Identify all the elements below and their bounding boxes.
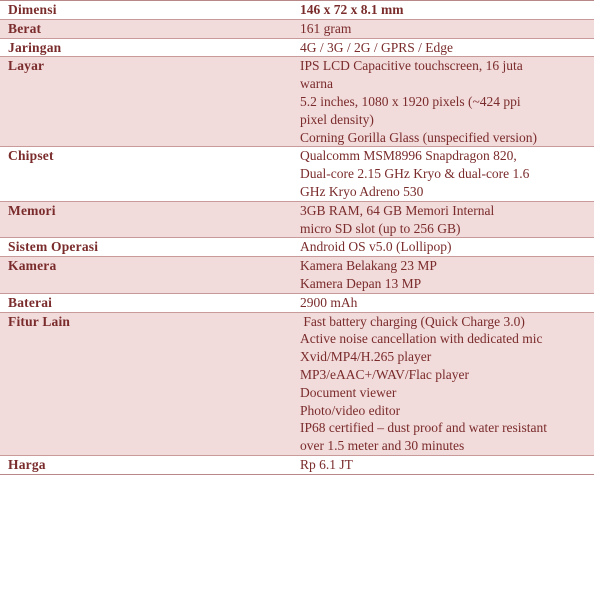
spec-value-line: pixel density) — [300, 111, 374, 127]
spec-value — [294, 257, 594, 294]
spec-value — [294, 238, 594, 257]
spec-value-line: 4G / 3G / 2G / GPRS / Edge — [300, 39, 454, 55]
spec-value-line: Kamera Depan 13 MP — [300, 275, 422, 291]
spec-label: Layar — [0, 57, 294, 147]
spec-row-baterai — [0, 293, 594, 312]
spec-row-chipset — [0, 147, 594, 201]
spec-value-line: Dual-core 2.15 GHz Kryo & dual-core 1.6 — [300, 166, 530, 182]
spec-row-kamera — [0, 257, 594, 294]
spec-row-fitur-lain — [0, 312, 594, 455]
spec-label: Jaringan — [0, 38, 294, 57]
spec-value — [294, 455, 594, 474]
spec-value-line: Photo/video editor — [300, 402, 401, 418]
spec-value-line: Fast battery charging (Quick Charge 3.0) — [300, 313, 525, 329]
spec-value-line: Kamera Belakang 23 MP — [300, 258, 437, 274]
spec-value-line: Android OS v5.0 (Lollipop) — [300, 239, 452, 255]
spec-value-line: GHz Kryo Adreno 530 — [300, 183, 424, 199]
spec-value — [294, 147, 594, 201]
spec-value-line: 2900 mAh — [300, 294, 358, 310]
spec-value — [294, 201, 594, 238]
spec-row-jaringan — [0, 38, 594, 57]
spec-value-line: Active noise cancellation with dedicated mic — [300, 331, 543, 347]
spec-value — [294, 19, 594, 38]
spec-label: Fitur Lain — [0, 312, 294, 455]
spec-value-line: Qualcomm MSM8996 Snapdragon 820, — [300, 148, 517, 164]
spec-row-layar — [0, 57, 594, 147]
spec-label: Chipset — [0, 147, 294, 201]
spec-value-line: 161 gram — [300, 20, 352, 36]
spec-value-line: Xvid/MP4/H.265 player — [300, 349, 432, 365]
spec-row-memori — [0, 201, 594, 238]
spec-value — [294, 38, 594, 57]
spec-label: Dimensi — [0, 1, 294, 20]
spec-value-line: warna — [300, 76, 333, 92]
spec-value-line: micro SD slot (up to 256 GB) — [300, 220, 461, 236]
spec-value — [294, 312, 594, 455]
spec-label: Sistem Operasi — [0, 238, 294, 257]
spec-row-berat — [0, 19, 594, 38]
spec-value-line: Corning Gorilla Glass (unspecified version) — [300, 129, 537, 145]
spec-value-line: MP3/eAAC+/WAV/Flac player — [300, 366, 469, 382]
spec-label: Memori — [0, 201, 294, 238]
spec-value — [294, 293, 594, 312]
spec-value-line: 3GB RAM, 64 GB Memori Internal — [300, 202, 495, 218]
spec-value — [294, 57, 594, 147]
spec-row-harga — [0, 455, 594, 474]
spec-row-dimensi — [0, 1, 594, 20]
spec-label: Harga — [0, 455, 294, 474]
spec-label: Kamera — [0, 257, 294, 294]
spec-value-line: Document viewer — [300, 384, 397, 400]
spec-value-line: IPS LCD Capacitive touchscreen, 16 juta — [300, 58, 523, 74]
spec-value — [294, 1, 594, 20]
spec-row-sistem-operasi — [0, 238, 594, 257]
spec-label: Berat — [0, 19, 294, 38]
spec-value-line: 146 x 72 x 8.1 mm — [300, 2, 404, 17]
spec-label: Baterai — [0, 293, 294, 312]
spec-value-line: Rp 6.1 JT — [300, 456, 353, 472]
spec-value-line: 5.2 inches, 1080 x 1920 pixels (~424 ppi — [300, 93, 521, 109]
spec-value-line: over 1.5 meter and 30 minutes — [300, 438, 465, 454]
spec-value-line: IP68 certified – dust proof and water resistant — [300, 420, 548, 436]
